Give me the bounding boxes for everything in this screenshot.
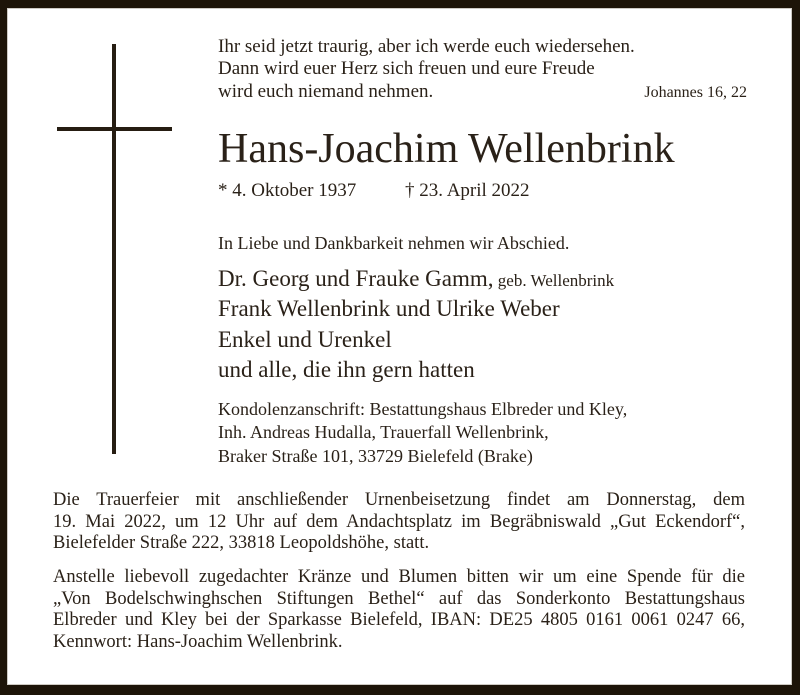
verse-line-text: wird euch niemand nehmen.	[218, 80, 434, 102]
mourner-line	[218, 326, 614, 356]
funeral-line: Bielefelder Straße 222, 33818 Leopoldshöhe, statt.	[53, 533, 430, 554]
mourner-name: und alle, die ihn gern hatten	[218, 356, 475, 382]
donation-line: Kennwort: Hans-Joachim Wellenbrink.	[53, 631, 343, 652]
death-date: † 23. April 2022	[405, 180, 530, 201]
mourners-list	[218, 265, 614, 386]
mourner-line	[218, 356, 614, 386]
verse-reference: Johannes 16, 22	[644, 83, 747, 101]
mourner-line	[218, 295, 614, 325]
funeral-line: Die Trauerfeier mit anschließender Urnenbeisetzung findet am Donnerstag, dem	[53, 490, 745, 510]
cross-horizontal-bar	[57, 127, 172, 131]
mourner-line	[218, 265, 614, 295]
funeral-paragraph	[53, 490, 745, 555]
mourner-name: Frank Wellenbrink und Ulrike Weber	[218, 296, 560, 322]
donation-line: „Von Bodelschwinghschen Stiftungen Bethel“ auf das Sonderkonto Bestattungshaus	[53, 588, 745, 609]
verse-block	[218, 36, 747, 104]
donation-line: Anstelle liebevoll zugedachter Kränze und Blumen bitten wir um eine Spende für die	[53, 567, 745, 587]
farewell-intro: In Liebe und Dankbarkeit nehmen wir Abschied.	[218, 233, 570, 253]
donation-paragraph	[53, 567, 745, 653]
deceased-name: Hans-Joachim Wellenbrink	[218, 126, 675, 172]
funeral-line: 19. Mai 2022, um 12 Uhr auf dem Andachtsplatz im Begräbniswald „Gut Eckendorf“,	[53, 511, 745, 532]
verse-line: Dann wird euer Herz sich freuen und eure Freude	[218, 58, 595, 80]
donation-line: Elbreder und Kley bei der Sparkasse Bielefeld, IBAN: DE25 4805 0161 0061 0247 66,	[53, 610, 745, 631]
mourner-name-suffix: geb. Wellenbrink	[493, 271, 615, 290]
birth-date: * 4. Oktober 1937	[218, 180, 357, 201]
mourner-name: Dr. Georg und Frauke Gamm,	[218, 266, 494, 291]
cross-vertical-bar	[112, 44, 116, 454]
condolence-line: Inh. Andreas Hudalla, Trauerfall Wellenbrink,	[218, 422, 549, 443]
mourner-name: Enkel und Urenkel	[218, 326, 392, 352]
verse-line: Ihr seid jetzt traurig, aber ich werde euch wiedersehen.	[218, 36, 635, 57]
life-dates	[218, 180, 530, 202]
condolence-address	[218, 398, 627, 468]
verse-line	[218, 81, 747, 104]
condolence-line: Kondolenzanschrift: Bestattungshaus Elbreder und Kley,	[218, 399, 628, 419]
condolence-line: Braker Straße 101, 33729 Bielefeld (Brake)	[218, 445, 533, 466]
